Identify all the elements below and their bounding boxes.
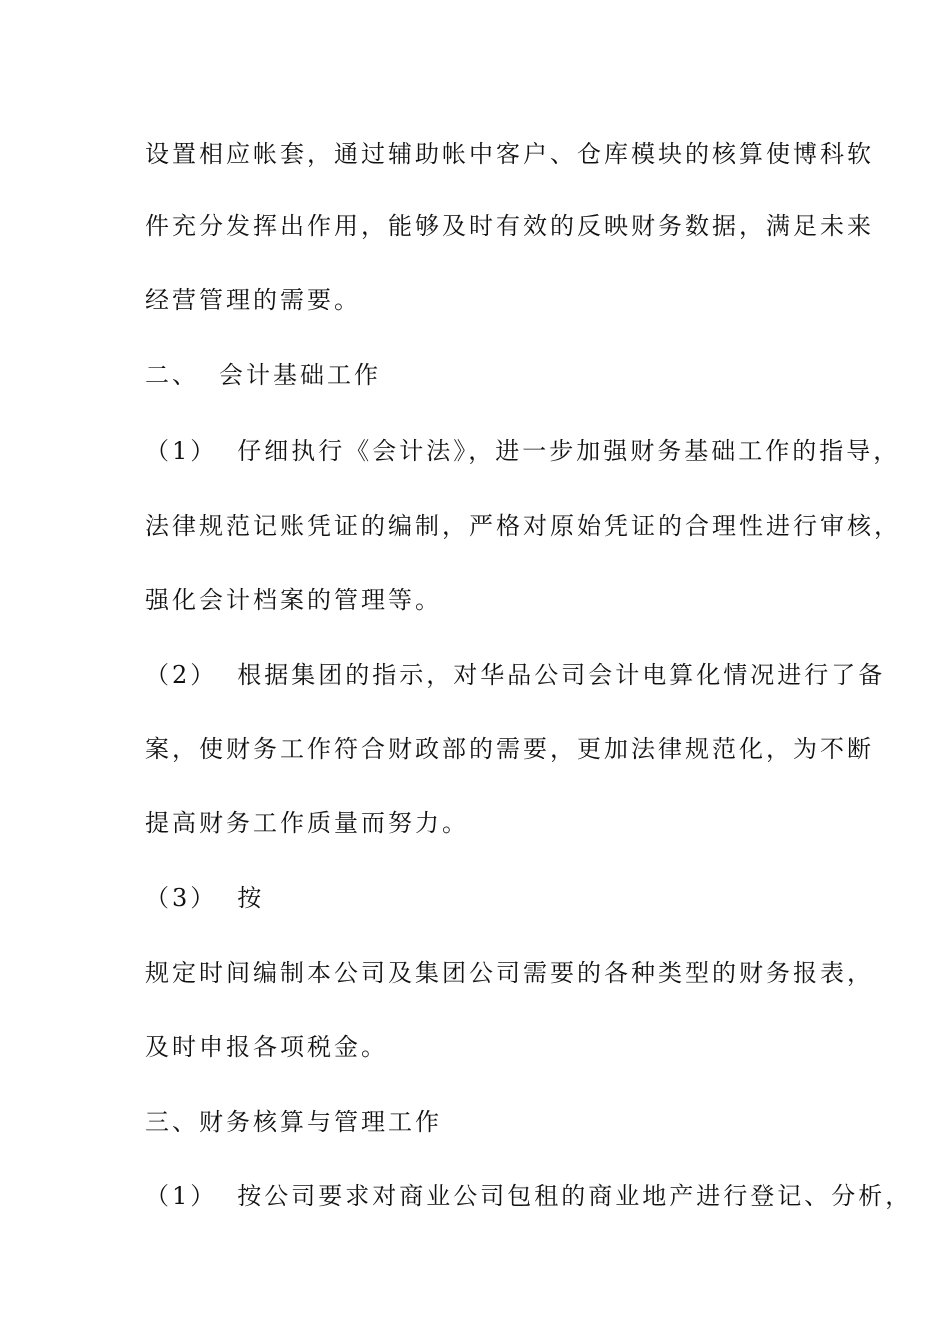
- item-number: （1）: [145, 1182, 218, 1210]
- paragraph-line: 案，使财务工作符合财政部的需要，更加法律规范化，为不断: [145, 735, 874, 763]
- list-item-2: [145, 660, 885, 690]
- section-heading-3: 三、财务核算与管理工作: [145, 1108, 442, 1136]
- item-text: 仔细执行《会计法》，进一步加强财务基础工作的指导，: [237, 437, 901, 465]
- section-number: 二、: [145, 361, 199, 389]
- list-item-1: [145, 436, 900, 466]
- paragraph-line: 提高财务工作质量而努力。: [145, 809, 469, 837]
- item-text: 按公司要求对商业公司包租的商业地产进行登记、分析，: [237, 1182, 913, 1210]
- list-item-4: [145, 1181, 912, 1211]
- item-text: 按: [237, 884, 265, 912]
- paragraph-line: 设置相应帐套，通过辅助帐中客户、仓库模块的核算使博科软: [145, 140, 874, 168]
- paragraph-line: 规定时间编制本公司及集团公司需要的各种类型的财务报表，: [145, 959, 874, 987]
- paragraph-line: 法律规范记账凭证的编制，严格对原始凭证的合理性进行审核，: [145, 512, 901, 540]
- item-text: 根据集团的指示，对华品公司会计电算化情况进行了备: [237, 661, 886, 689]
- paragraph-line: 强化会计档案的管理等。: [145, 586, 442, 614]
- paragraph-line: 件充分发挥出作用，能够及时有效的反映财务数据，满足未来: [145, 212, 874, 240]
- item-number: （3）: [145, 884, 218, 912]
- item-number: （2）: [145, 661, 218, 689]
- paragraph-line: 经营管理的需要。: [145, 286, 361, 314]
- list-item-3: [145, 883, 264, 913]
- item-number: （1）: [145, 437, 218, 465]
- section-heading-2: [145, 360, 381, 390]
- paragraph-line: 及时申报各项税金。: [145, 1033, 388, 1061]
- section-title: 会计基础工作: [219, 361, 381, 389]
